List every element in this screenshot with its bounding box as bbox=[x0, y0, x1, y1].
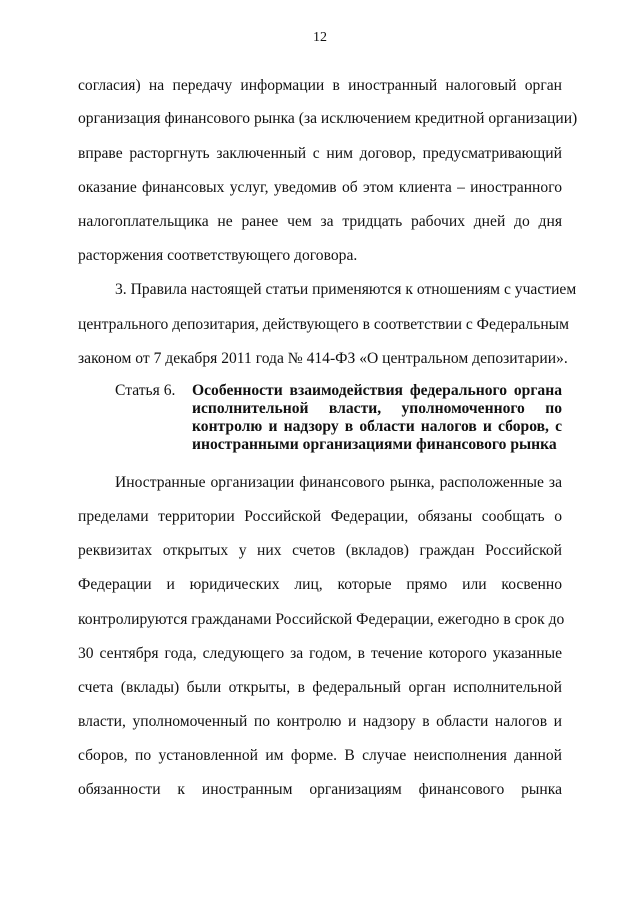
article-title-line-1: Особенности взаимодействия федерального органа bbox=[192, 382, 562, 399]
paragraph-3-line-5: контролируются гражданами Российской Федерации, ежегодно в срок до bbox=[78, 611, 565, 628]
paragraph-3-line-8: власти, уполномоченный по контролю и надзору в области налогов и bbox=[78, 713, 562, 730]
paragraph-3-line-2: пределами территории Российской Федерации, обязаны сообщать о bbox=[78, 508, 562, 525]
paragraph-1-line-4: оказание финансовых услуг, уведомив об этом клиента – иностранного bbox=[78, 179, 562, 196]
paragraph-1-line-6: расторжения соответствующего договора. bbox=[78, 247, 358, 264]
paragraph-2-line-3: законом от 7 декабря 2011 года № 414-ФЗ «О центральном депозитарии». bbox=[78, 350, 568, 367]
article-label: Статья 6. bbox=[115, 382, 176, 399]
article-title-line-3: контролю и надзору в области налогов и сборов, с bbox=[192, 418, 562, 435]
paragraph-2-line-2: центрального депозитария, действующего в соответствии с Федеральным bbox=[78, 316, 570, 333]
paragraph-1-line-5: налогоплательщика не ранее чем за тридцать рабочих дней до дня bbox=[78, 213, 562, 230]
paragraph-3-line-3: реквизитах открытых у них счетов (вкладов) граждан Российской bbox=[78, 542, 562, 559]
paragraph-1-line-2: организация финансового рынка (за исключением кредитной организации) bbox=[78, 110, 578, 127]
paragraph-3-line-4: Федерации и юридических лиц, которые прямо или косвенно bbox=[78, 576, 562, 593]
paragraph-1-line-3: вправе расторгнуть заключенный с ним договор, предусматривающий bbox=[78, 145, 562, 162]
article-title-line-2: исполнительной власти, уполномоченного по bbox=[192, 400, 562, 417]
paragraph-3-line-6: 30 сентября года, следующего за годом, в течение которого указанные bbox=[78, 645, 562, 662]
paragraph-3-line-1: Иностранные организации финансового рынка, расположенные за bbox=[115, 474, 562, 491]
article-title-line-4: иностранными организациями финансового рынка bbox=[192, 436, 557, 453]
paragraph-3-line-10: обязанности к иностранным организациям финансового рынка bbox=[78, 781, 562, 798]
paragraph-2-line-1: 3. Правила настоящей статьи применяются к отношениям с участием bbox=[115, 281, 577, 298]
paragraph-3-line-7: счета (вклады) были открыты, в федеральный орган исполнительной bbox=[78, 679, 562, 696]
page-number: 12 bbox=[313, 30, 327, 45]
article-title bbox=[192, 382, 562, 454]
paragraph-1-line-1: согласия) на передачу информации в иностранный налоговый орган bbox=[78, 77, 562, 94]
paragraph-3-line-9: сборов, по установленной им форме. В случае неисполнения данной bbox=[78, 747, 562, 764]
